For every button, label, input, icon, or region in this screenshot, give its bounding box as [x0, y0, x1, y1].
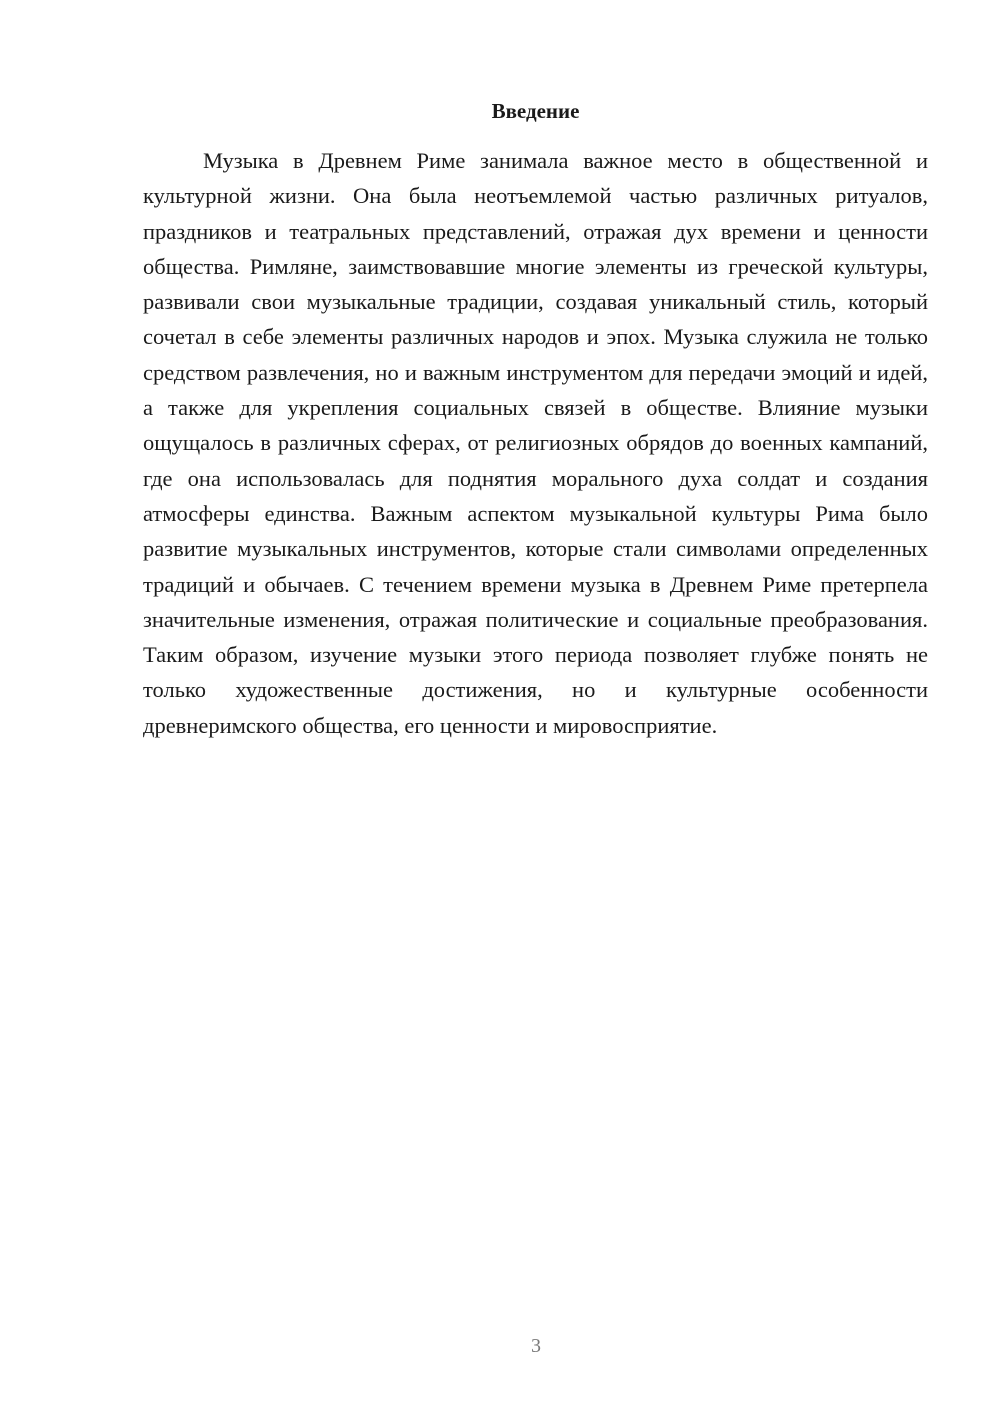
body-paragraph: Музыка в Древнем Риме занимала важное место в общественной и культурной жизни. Она была неотъемлемой частью различных ритуалов, праздников и театральных представлений, отражая дух времени и ценности общества. Римляне, заимствовавшие многие элементы из греческой культуры, развивали свои музыкальные традиции, создавая уникальный стиль, который сочетал в себе элементы различных народов и эпох. Музыка служила не только средством развлечения, но и важным инструментом для передачи эмоций и идей, а также для укрепления социальных связей в обществе. Влияние музыки ощущалось в различных сферах, от религиозных обрядов до военных кампаний, где она использовалась для поднятия морального духа солдат и создания атмосферы единства. Важным аспектом музыкальной культуры Рима было развитие музыкальных инструментов, которые стали символами определенных традиций и обычаев. С течением времени музыка в Древнем Риме претерпела значительные изменения, отражая политические и социальные преобразования. Таким образом, изучение музыки этого периода позволяет глубже понять не только художественные достижения, но и культурные особенности древнеримского общества, его ценности и мировосприятие. [143, 148, 928, 738]
page-number: 3 [531, 1335, 541, 1357]
section-title: Введение [491, 99, 580, 123]
